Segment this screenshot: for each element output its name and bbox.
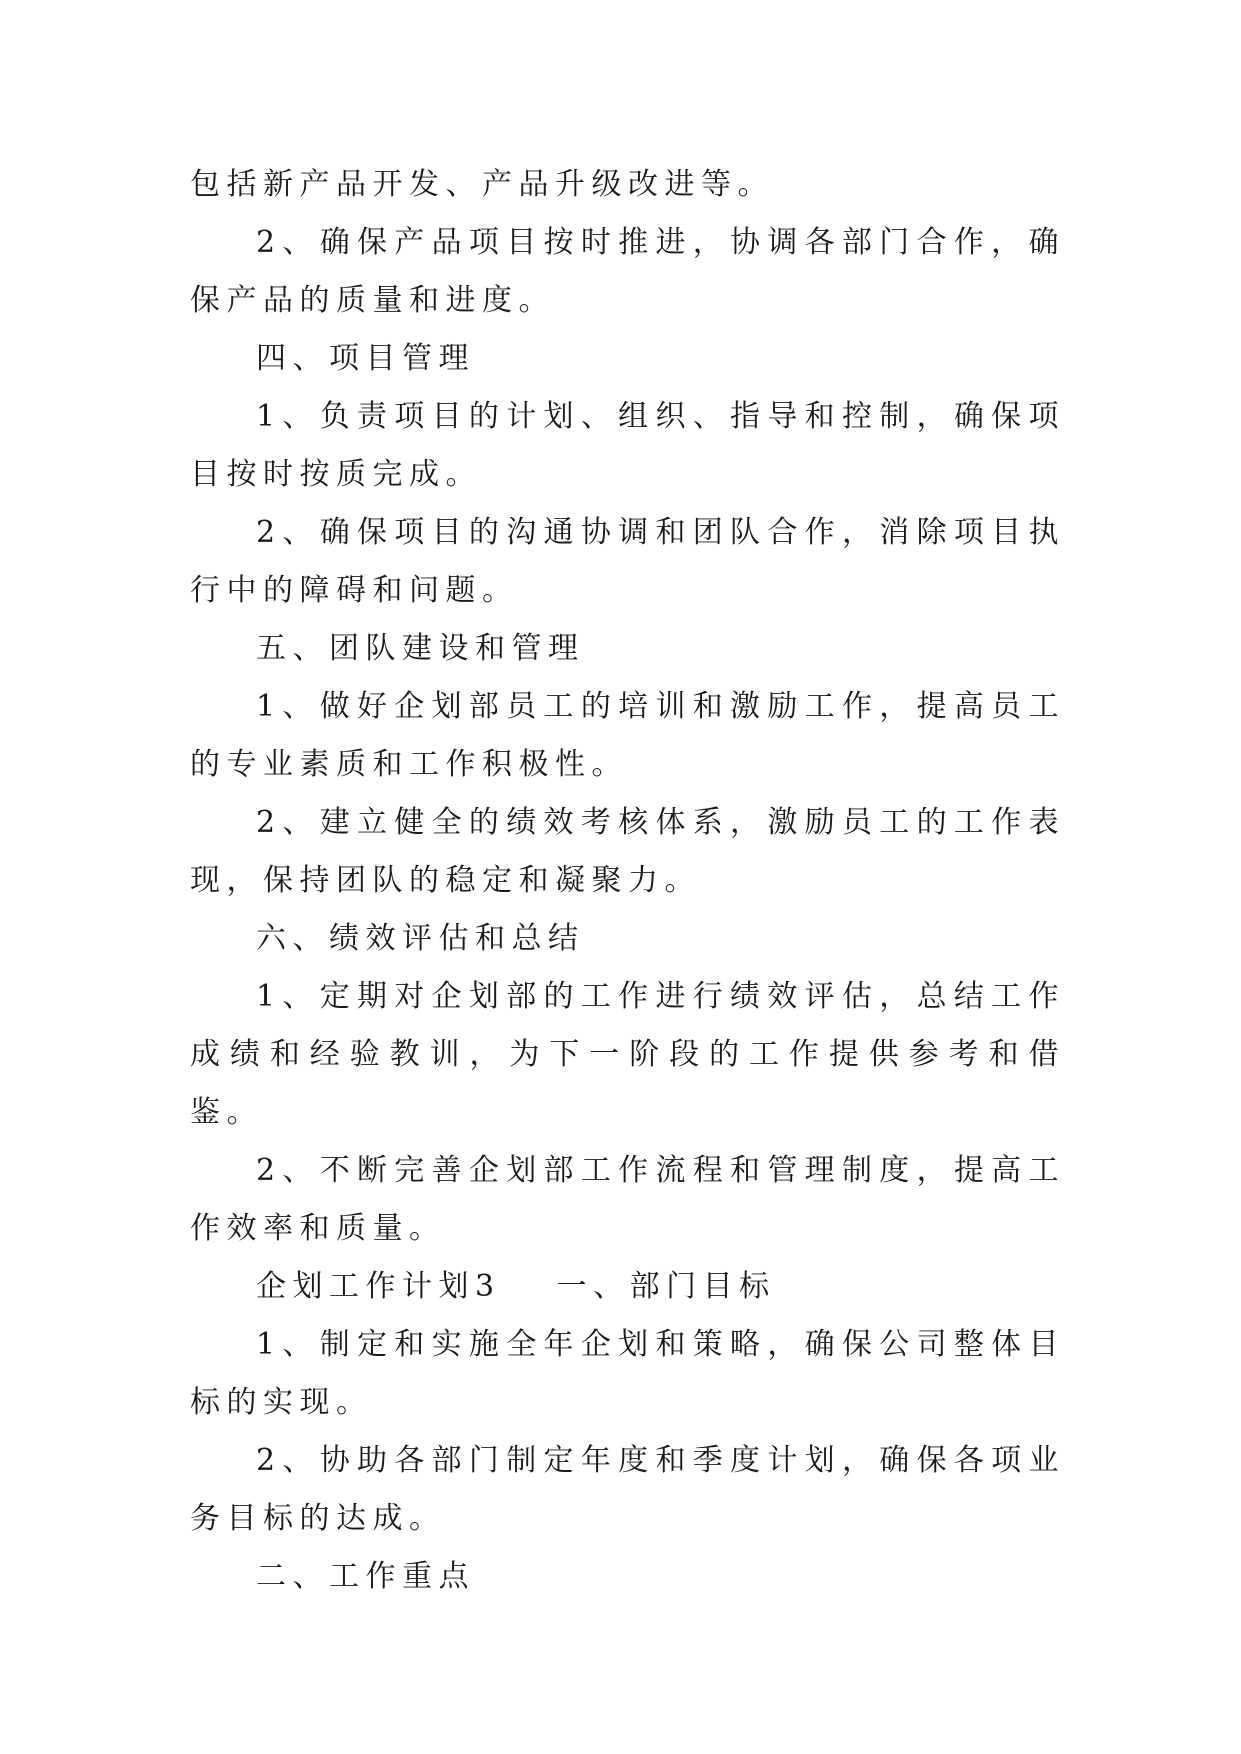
list-item: 1、做好企划部员工的培训和激励工作，提高员工的专业素质和工作积极性。 bbox=[190, 689, 1065, 782]
section-heading-work-focus: 二、工作重点 bbox=[256, 1559, 475, 1594]
section-heading-performance-review: 六、绩效评估和总结 bbox=[256, 921, 585, 956]
paragraph-continuation: 包括新产品开发、产品升级改进等。 bbox=[190, 167, 774, 202]
plan-title-line bbox=[190, 1258, 1065, 1316]
list-item: 1、定期对企划部的工作进行绩效评估，总结工作成绩和经验教训，为下一阶段的工作提供参考和借鉴。 bbox=[190, 979, 1065, 1130]
list-item: 1、负责项目的计划、组织、指导和控制，确保项目按时按质完成。 bbox=[190, 399, 1065, 492]
list-item: 1、制定和实施全年企划和策略，确保公司整体目标的实现。 bbox=[190, 1327, 1065, 1420]
document-body bbox=[190, 156, 1065, 1606]
list-item: 2、协助各部门制定年度和季度计划，确保各项业务目标的达成。 bbox=[190, 1443, 1065, 1536]
list-item: 2、确保项目的沟通协调和团队合作，消除项目执行中的障碍和问题。 bbox=[190, 515, 1065, 608]
list-item: 2、不断完善企划部工作流程和管理制度，提高工作效率和质量。 bbox=[190, 1153, 1065, 1246]
list-item: 2、建立健全的绩效考核体系，激励员工的工作表现，保持团队的稳定和凝聚力。 bbox=[190, 805, 1065, 898]
list-item: 2、确保产品项目按时推进，协调各部门合作，确保产品的质量和进度。 bbox=[190, 225, 1065, 318]
section-heading-project-management: 四、项目管理 bbox=[256, 341, 475, 376]
section-heading-department-goals: 一、部门目标 bbox=[556, 1269, 776, 1304]
plan-title: 企划工作计划3 bbox=[256, 1269, 501, 1304]
section-heading-team-building: 五、团队建设和管理 bbox=[256, 631, 585, 666]
